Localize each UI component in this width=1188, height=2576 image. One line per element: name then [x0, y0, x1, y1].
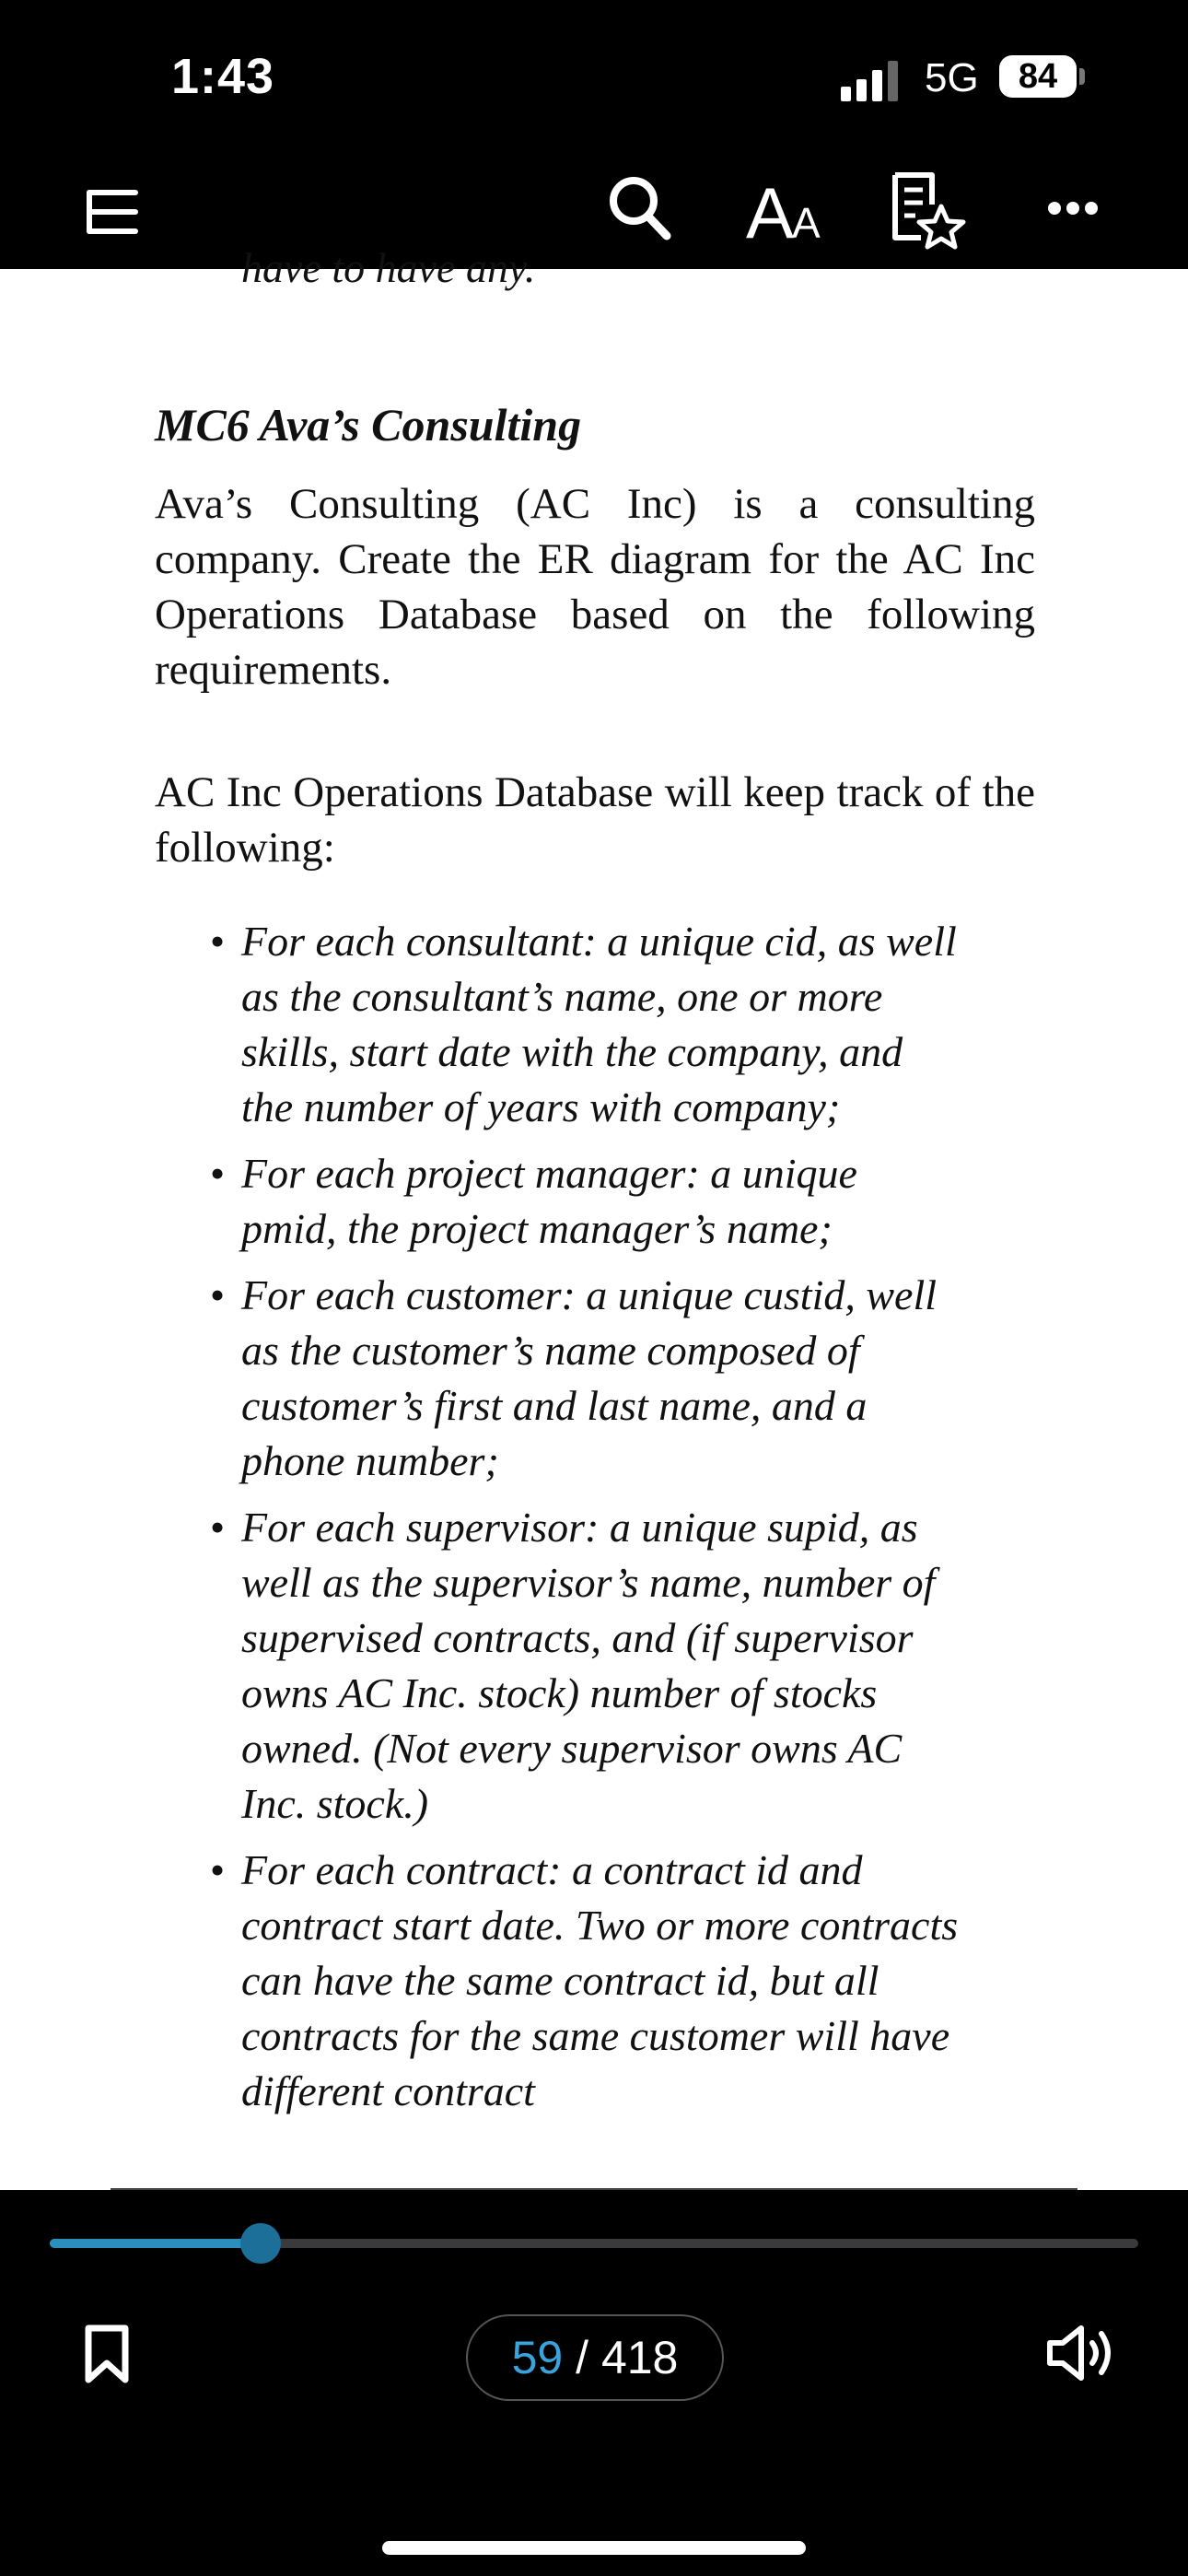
list-item [206, 1843, 961, 2119]
search-icon[interactable] [608, 175, 672, 241]
requirements-list [206, 914, 961, 2130]
page-indicator[interactable] [466, 2314, 724, 2401]
progress-slider[interactable] [50, 2239, 1138, 2248]
total-pages: 418 [600, 2332, 679, 2383]
reader-bottom-bar [0, 2190, 1188, 2576]
menu-icon[interactable] [87, 186, 142, 238]
book-page[interactable] [0, 244, 1188, 2190]
home-indicator[interactable] [382, 2541, 806, 2555]
bullet-icon: • [210, 918, 226, 965]
reader-toolbar [0, 157, 1188, 269]
battery-level: 84 [1018, 57, 1058, 96]
section-title: MC6 Ava’s Consulting [155, 399, 582, 451]
svg-text:A: A [746, 172, 795, 253]
status-time: 1:43 [171, 49, 275, 104]
bullet-icon: • [210, 1504, 226, 1551]
current-page: 59 [511, 2332, 564, 2383]
status-bar [0, 0, 1188, 157]
list-item [206, 1146, 961, 1257]
list-item-text: For each contract: a contract id and contract start date. Two or more contracts can have the same contract id, but all contracts for the same customer will have different contract [241, 1846, 959, 2114]
tracking-paragraph: AC Inc Operations Database will keep track of the following: [155, 768, 1035, 872]
previous-text-fragment: have to have any. [241, 244, 536, 291]
network-type: 5G [925, 55, 979, 100]
bullet-icon: • [210, 1846, 226, 1893]
list-item-text: For each project manager: a unique pmid, the project manager’s name; [241, 1150, 857, 1252]
intro-paragraph: Ava’s Consulting (AC Inc) is a consulting company. Create the ER diagram for the AC Inc Operations Database based on the following requirements. [155, 480, 1035, 694]
bullet-icon: • [210, 1150, 226, 1197]
slider-thumb[interactable] [240, 2223, 281, 2264]
list-item-text: For each supervisor: a unique supid, as well as the supervisor’s name, number of supervised contracts, and (if supervisor owns AC Inc. stock) number of stocks owned. (Not every supervisor owns AC Inc. stock.) [241, 1504, 936, 1827]
page-separator: / [563, 2332, 601, 2383]
text-size-icon[interactable] [744, 172, 827, 253]
battery-tip [1079, 68, 1085, 85]
more-icon[interactable] [1048, 201, 1098, 216]
signal-icon [841, 61, 905, 101]
progress-fill [50, 2239, 261, 2248]
list-item-text: For each consultant: a unique cid, as well as the consultant’s name, one or more skills, start date with the company, and the number of years with company; [241, 918, 957, 1130]
speaker-icon[interactable] [1044, 2323, 1118, 2383]
bookmark-icon[interactable] [85, 2324, 129, 2383]
list-item [206, 914, 961, 1135]
bullet-icon: • [210, 1271, 226, 1318]
notes-star-icon[interactable] [888, 171, 965, 247]
list-item [206, 1268, 961, 1489]
battery-icon [999, 55, 1077, 98]
list-item [206, 1500, 961, 1832]
svg-text:A: A [792, 199, 821, 247]
list-item-text: For each customer: a unique custid, well as the customer’s name composed of customer’s first and last name, and a phone number; [241, 1271, 938, 1484]
